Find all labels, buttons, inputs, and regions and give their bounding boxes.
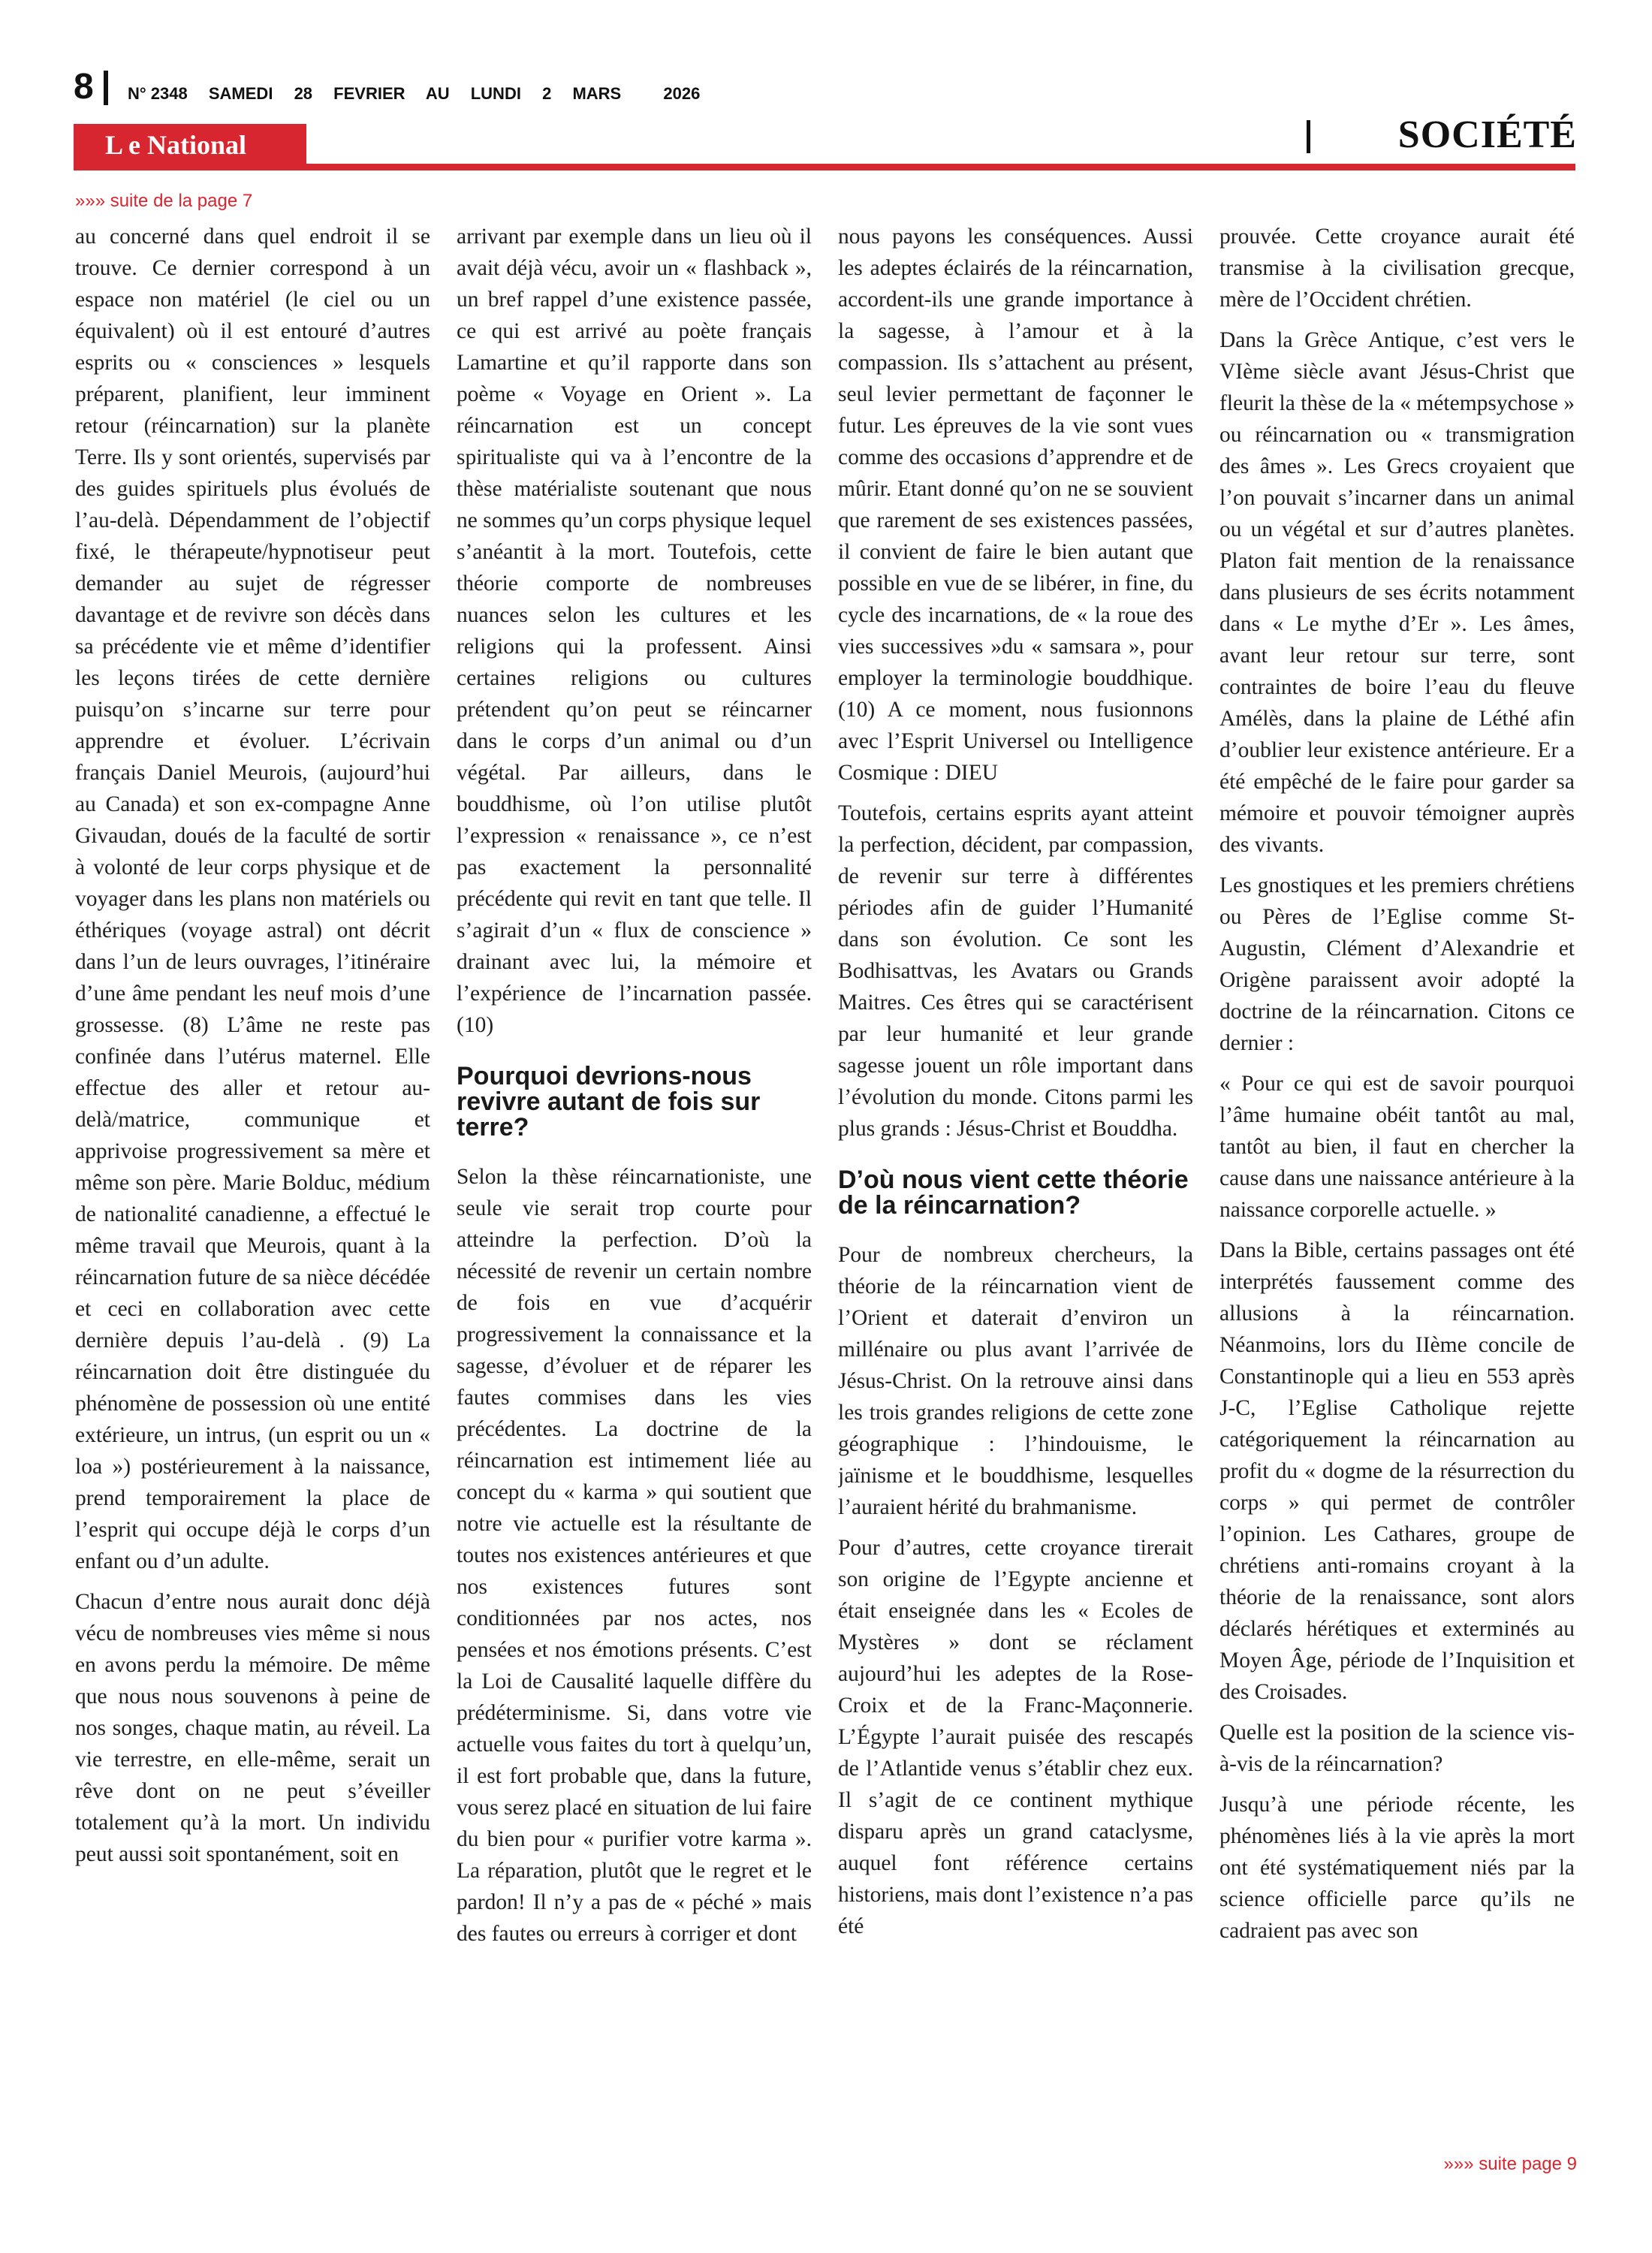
paragraph: Selon la thèse réincarnationiste, une seule vie serait trop courte pour atteindre la perfection. D’où la nécessité de revenir un certain nombre de fois en vue d’acquérir progressivement la connaissance et la sagesse, d’évoluer et de réparer les fautes commises dans les vies précédentes. La doctrine de la réincarnation est intimement liée au concept du « karma » qui soutient que notre vie actuelle est la résultante de toutes nos existences antérieures et que nos existences futures sont conditionnées par nos actes, nos pensées et nos émotions présents. C’est la Loi de Causalité laquelle diffère du prédéterminisme. Si, dans votre vie actuelle vous faites du tort à quelqu’un, il est fort probable que, dans la future, vous serez placé en situation de lui faire du bien pour « purifier votre karma ». La réparation, plutôt que le regret et le pardon! Il n’y a pas de « péché » mais des fautes ou erreurs à corriger et dont (457, 1165, 812, 1946)
paragraph: Dans la Grèce Antique, c’est vers le VIème siècle avant Jésus-Christ que fleurit la thèse de la « métempsychose » ou réincarnation ou « transmigration des âmes ». Les Grecs croyaient que l’on pouvait s’incarner dans un animal ou un végétal et sur d’autres planètes. Platon fait mention de la renaissance dans plusieurs de ses écrits notamment dans « Le mythe d’Er ». Les âmes, avant leur retour sur terre, sont contraintes de boire l’eau du fleuve Amélès, dans la plaine de Léthé afin d’oublier leur existence antérieure. Er a été empêché de le faire pour garder sa mémoire et pouvoir témoigner auprès des vivants. (1219, 328, 1575, 857)
continued-on-link[interactable]: »»» suite page 9 (1443, 2154, 1577, 2174)
continued-from-note: »»» suite de la page 7 (75, 191, 253, 211)
paragraph: au concerné dans quel endroit il se trouve. Ce dernier correspond à un espace non matériel (le ciel ou un équivalent) où il est entouré d’autres esprits ou « consciences » lesquels préparent, planifient, leur imminent retour (réincarnation) sur la planète Terre. Ils y sont orientés, supervisés par des guides spirituels plus évolués de l’au-delà. Dépendamment de l’objectif fixé, le thérapeute/hypnotiseur peut demander au sujet de régresser davantage et de revivre son décès dans sa précédente vie et même d’identifier les leçons tirées de cette dernière puisqu’on s’incarne sur terre pour apprendre et évoluer. L’écrivain français Daniel Meurois, (aujourd’hui au Canada) et son ex-compagne Anne Givaudan, doués de la faculté de sortir à volonté de leur corps physique et de voyager dans les plans non matériels ou éthériques (voyage astral) ont décrit dans l’un de leurs ouvrages, l’itinéraire d’une âme pendant les neuf mois d’une grossesse. (8) L’âme ne reste pas confinée dans l’utérus maternel. Elle effectue des aller et retour au-delà/matrice, communique et apprivoise progressivement sa mère et même son père. Marie Bolduc, médium de nationalité canadienne, a effectué le même travail que Meurois, quant à la réincarnation future de sa nièce décédée et ceci en collaboration avec cette dernière depuis l’au-delà . (9) La réincarnation doit être distinguée du phénomène de possession où une entité extérieure, un intrus, (un esprit ou un « loa ») postérieurement à la naissance, prend temporairement la place de l’esprit qui occupe déjà le corps d’un enfant ou d’un adulte. (75, 225, 430, 1573)
brand-logo: L e National (105, 130, 247, 160)
section-divider (1307, 120, 1310, 153)
paragraph: Pour d’autres, cette croyance tirerait son origine de l’Egypte ancienne et était enseignée dans les « Ecoles de Mystères » dont se réclament aujourd’hui les adeptes de la Rose-Croix et de la Franc-Maçonnerie. L’Égypte l’aurait puisée des rescapés de l’Atlantide venus s’établir chez eux. Il s’agit de ce continent mythique disparu après un grand cataclysme, auquel font référence certains historiens, mais dont l’existence n’a pas été (838, 1536, 1193, 1938)
subheading: D’où nous vient cette théorie de la réincarnation? (838, 1166, 1189, 1220)
issue-day-end: LUNDI (470, 84, 521, 103)
paragraph: Quelle est la position de la science vis-à-vis de la réincarnation? (1219, 1721, 1575, 1776)
paragraph: Toutefois, certains esprits ayant atteint la perfection, décident, par compassion, de revenir sur terre à différentes périodes afin de guider l’Humanité dans son évolution. Ce sont les Bodhisattvas, les Avatars ou Grands Maitres. Ces êtres qui se caractérisent par leur humanité et leur grande sagesse jouent un rôle important dans l’évolution du monde. Citons parmi les plus grands : Jésus-Christ et Bouddha. (838, 801, 1193, 1141)
article-column-1 (75, 221, 430, 2143)
paragraph: Jusqu’à une période récente, les phénomènes liés à la vie après la mort ont été systématiquement niés par la science officielle parce qu’ils ne cadraient pas avec son (1219, 1793, 1575, 1943)
paragraph: Dans la Bible, certains passages ont été interprétés faussement comme des allusions à la réincarnation. Néanmoins, lors du IIème concile de Constantinople qui a lieu en 553 après J-C, l’Eglise Catholique rejette catégoriquement la réincarnation au profit du « dogme de la résurrection du corps » qui permet de contrôler l’opinion. Les Cathares, groupe de chrétiens anti-romains croyant à la théorie de la renaissance, sont alors déclarés hérétiques et exterminés au Moyen Âge, période de l’Inquisition et des Croisades. (1219, 1238, 1575, 1704)
issue-connector: AU (425, 84, 450, 103)
paragraph: Les gnostiques et les premiers chrétiens ou Pères de l’Eglise comme St-Augustin, Clément d’Alexandrie et Origène paraissent avoir adopté la doctrine de la réincarnation. Citons ce dernier : (1219, 873, 1575, 1055)
issue-month-start: FEVRIER (333, 84, 405, 103)
article-column-3 (838, 221, 1193, 2143)
paragraph: Pour de nombreux chercheurs, la théorie de la réincarnation vient de l’Orient et daterait d’environ un millénaire ou plus avant l’arrivée de Jésus-Christ. On la retrouve ainsi dans les trois grandes religions de cette zone géographique : l’hindouisme, le jaïnisme et le bouddhisme, lesquelles l’auraient hérité du brahmanisme. (838, 1243, 1193, 1519)
page-number: 8 (74, 67, 94, 107)
issue-line (128, 84, 716, 104)
issue-number: N° 2348 (128, 84, 188, 103)
paragraph: Chacun d’entre nous aurait donc déjà vécu de nombreuses vies même si nous en avons perdu la mémoire. De même que nous nous souvenons à peine de nos songes, chaque matin, au réveil. La vie terrestre, en elle-même, serait un rêve dont on ne peut s’éveiller totalement qu’à la mort. Un individu peut aussi soit spontanément, soit en (75, 1590, 430, 1866)
page-number-divider (104, 71, 108, 105)
issue-date-start: 28 (294, 84, 313, 103)
issue-year: 2026 (663, 84, 701, 103)
subheading: Pourquoi devrions-nous revivre autant de fois sur terre? (457, 1062, 761, 1142)
paragraph: nous payons les conséquences. Aussi les adeptes éclairés de la réincarnation, accordent-ils une grande importance à la sagesse, à l’amour et à la compassion. Ils s’attachent au présent, seul levier permettant de façonner le futur. Les épreuves de la vie sont vues comme des occasions d’apprendre et de mûrir. Etant donné qu’on ne se souvient que rarement de ses existences passées, il convient de faire le bien autant que possible en vue de se libérer, in fine, du cycle des incarnations, de « la roue des vies successives »du « samsara », pour employer la terminologie bouddhique. (10) A ce moment, nous fusionnons avec l’Esprit Universel ou Intelligence Cosmique : DIEU (838, 225, 1193, 785)
section-title: SOCIÉTÉ (1397, 113, 1577, 156)
header-rule (74, 164, 1575, 170)
article-column-4 (1219, 221, 1575, 2143)
issue-day-start: SAMEDI (208, 84, 273, 103)
issue-month-end: MARS (572, 84, 622, 103)
issue-date-end: 2 (542, 84, 552, 103)
paragraph: arrivant par exemple dans un lieu où il avait déjà vécu, avoir un « flashback », un bref rappel d’une existence passée, ce qui est arrivé au poète français Lamartine et qu’il rapporte dans son poème « Voyage en Orient ». La réincarnation est un concept spiritualiste qui va à l’encontre de la thèse matérialiste soutenant que nous ne sommes qu’un corps physique lequel s’anéantit à la mort. Toutefois, cette théorie comporte de nombreuses nuances selon les cultures et les religions qui la professent. Ainsi certaines religions ou cultures prétendent qu’on peut se réincarner dans le corps d’un animal ou d’un végétal. Par ailleurs, dans le bouddhisme, où l’on utilise plutôt l’expression « renaissance », ce n’est pas exactement la personnalité précédente qui revit en tant que telle. Il s’agirait d’un « flux de conscience » drainant avec lui, la mémoire et l’expérience de l’incarnation passée.(10) (457, 225, 812, 1037)
article-column-2 (457, 221, 812, 2143)
paragraph: prouvée. Cette croyance aurait été transmise à la civilisation grecque, mère de l’Occident chrétien. (1219, 225, 1575, 312)
paragraph: « Pour ce qui est de savoir pourquoi l’âme humaine obéit tantôt au mal, tantôt au bien, il faut en chercher la cause dans une naissance antérieure à la naissance corporelle actuelle. » (1219, 1072, 1575, 1222)
